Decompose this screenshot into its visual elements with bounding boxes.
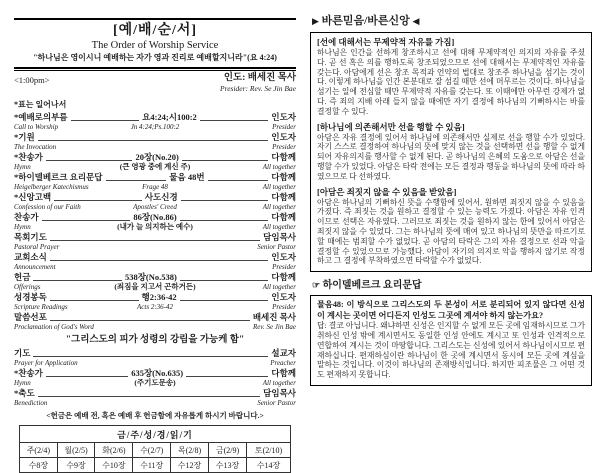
item-label-en: Announcement bbox=[14, 262, 56, 271]
item-center-kr: 요4:24;시100:2 bbox=[142, 112, 197, 122]
page-title-english: The Order of Worship Service bbox=[91, 40, 219, 51]
table-title: 금/주/성/경/읽/기 bbox=[20, 426, 291, 443]
item-role-en: Senior Pastor bbox=[257, 242, 296, 251]
order-item-hymn-86 bbox=[14, 212, 296, 231]
standing-note: *표는 일어나서 bbox=[14, 100, 67, 109]
chapter-cell: 수11장 bbox=[133, 458, 171, 473]
item-role-en: Preacher bbox=[270, 358, 296, 367]
service-time: <1:00pm> bbox=[14, 75, 50, 85]
leader-line bbox=[50, 240, 260, 241]
item-role-en: Presider bbox=[272, 262, 296, 271]
item-role-en: All together bbox=[262, 222, 296, 231]
leader-line bbox=[42, 220, 131, 221]
leader-line bbox=[38, 396, 260, 397]
leader-line bbox=[180, 220, 269, 221]
day-cell: 월(2/5) bbox=[57, 443, 95, 458]
chapter-cell: 수10장 bbox=[95, 458, 133, 473]
day-cell: 주(2/4) bbox=[20, 443, 58, 458]
leader-line bbox=[46, 160, 133, 161]
leader-line bbox=[33, 356, 268, 357]
presider-info bbox=[220, 73, 296, 93]
item-role-kr: 다함께 bbox=[271, 172, 296, 182]
item-center-kr: 635장(No.635) bbox=[131, 368, 184, 378]
item-label-en: Hymn bbox=[14, 162, 31, 171]
item-role-kr: 인도자 bbox=[271, 252, 296, 262]
item-role-en: All together bbox=[262, 182, 296, 191]
item-role-kr: 담임목사 bbox=[263, 388, 296, 398]
chapter-cell: 수9장 bbox=[57, 458, 95, 473]
item-label-kr: *찬송가 bbox=[14, 152, 43, 162]
chapter-cell: 수12장 bbox=[171, 458, 209, 473]
item-center-sub: Frage 48 bbox=[142, 182, 168, 191]
item-label-kr: *하이델베르크 요리문답 bbox=[14, 172, 103, 182]
left-triangle-icon: ◀ bbox=[412, 16, 420, 26]
section-title: [아담은 죄짓지 않을 수 있음을 받았음] bbox=[317, 186, 457, 197]
order-item-catechism bbox=[14, 172, 296, 191]
leader-line bbox=[180, 300, 269, 301]
order-item-announcement bbox=[14, 252, 296, 271]
table-days-row bbox=[20, 443, 291, 458]
order-of-worship-column bbox=[14, 8, 296, 473]
item-label-en: The Invocation bbox=[14, 142, 57, 151]
leader-line bbox=[38, 140, 269, 141]
item-center-sub: Jn 4:24;Ps.100:2 bbox=[130, 122, 180, 131]
item-role-en: Presider bbox=[272, 122, 296, 131]
leader-line bbox=[50, 300, 139, 301]
item-label-en: Hymn bbox=[14, 222, 31, 231]
item-label-en: Pastoral Prayer bbox=[14, 242, 60, 251]
item-role-en: All together bbox=[262, 282, 296, 291]
item-role-kr: 다함께 bbox=[271, 212, 297, 222]
item-role-kr: 다함께 bbox=[271, 368, 297, 378]
doctrine-section bbox=[317, 187, 585, 267]
order-item-hymn-635 bbox=[14, 368, 296, 387]
item-label-kr: 기도 bbox=[14, 348, 31, 358]
leader-line bbox=[208, 180, 269, 181]
leader-line bbox=[50, 320, 250, 321]
item-label-en: Proclamation of God's Word bbox=[14, 322, 94, 331]
item-label-en: Hymn bbox=[14, 378, 31, 387]
item-label-en: Heigelberger Katechismus bbox=[14, 182, 89, 191]
day-cell: 화(2/6) bbox=[95, 443, 133, 458]
leader-line bbox=[50, 260, 269, 261]
doctrine-section bbox=[317, 122, 585, 182]
item-label-en: Call to Worship bbox=[14, 122, 59, 131]
section-body: 하나님은 인간을 선하게 창조하시고 선에 대해 무제약적인 의지의 자유를 주셨다. 곧 선 혹은 의를 행하도록 창조되었으므로 선에 대해서는 무제약적인 자유를 갖는다. 아담에게 선은 창조 목적과 언약의 법대로 창조주 하나님을 섬기는 것이다. 이렇게 하나님을 인간 본분대로 잘 섬길 때만 선에 머무르는 것이다. 하나님을 섬기는 일에 전심할 때만 무제약적 자유를 갖는다. 또 이때에만 아무런 강제가 없다. 즉 죄의 지배 아래 들지 않을 때에만 자기 결정에 하나님의 기뻐하시는 바를 결정할 수 있다. bbox=[317, 48, 585, 116]
table-chapters-row bbox=[20, 458, 291, 473]
item-label-kr: 목회기도 bbox=[14, 232, 47, 242]
sermon-title: "그리스도의 피가 성령의 강림을 가능케 함" bbox=[65, 335, 245, 345]
item-role-kr: 다함께 bbox=[271, 192, 297, 202]
order-item-benediction bbox=[14, 388, 296, 407]
day-cell: 금(2/9) bbox=[209, 443, 247, 458]
leader-line bbox=[182, 160, 269, 161]
item-label-kr: 헌금 bbox=[14, 272, 31, 282]
item-role-kr: 다함께 bbox=[271, 152, 297, 162]
item-label-kr: *신앙고백 bbox=[14, 192, 52, 202]
item-label-kr: *축도 bbox=[14, 388, 35, 398]
doctrine-column bbox=[310, 8, 592, 473]
item-center-kr: 행2:36-42 bbox=[141, 292, 177, 302]
item-role-kr: 인도자 bbox=[271, 292, 296, 302]
catechism-box bbox=[310, 295, 592, 386]
item-role-en: All together bbox=[262, 202, 296, 211]
day-cell: 목(2/8) bbox=[171, 443, 209, 458]
section-body: 아담은 하나님의 기뻐하신 뜻을 수행함에 있어서, 원하면 죄짓지 않을 수 있음을 가졌다. 즉 죄짓는 것을 원하고 결정할 수 있는 능력도 가졌다. 아담은 자유 인격이므로 선택은 자유였다. 그러므로 죄짓는 것을 원하지 않는 한에 있어서 아담은 죄짓지 않을 수 있었다. 그는 하나님의 뜻에 매여 있고 하나님의 뜻만을 따르기로 할 때에는 범죄할 수가 없었다. 곧 아담의 타락은 그의 자유 결정으로 선과 악을 결정할 수 있었으므로 가능했다. 아담이 자기의 의지로 악을 행하지 않기로 작정하고 그 결정에 부착하였으면 타락할 수가 없었다. bbox=[317, 197, 585, 266]
item-label-kr: 찬송가 bbox=[14, 212, 39, 222]
item-label-en: Prayer for Application bbox=[14, 358, 78, 367]
item-center-kr: 20장(No.20) bbox=[135, 152, 179, 162]
item-center-sub: (죄짐을 지고서 곤하거든) bbox=[114, 281, 196, 291]
catechism-heading bbox=[312, 279, 592, 292]
leader-line bbox=[180, 280, 269, 281]
page-title: [예/배/순/서] bbox=[112, 23, 198, 38]
order-item-pastoral-prayer bbox=[14, 232, 296, 251]
order-item-offerings bbox=[14, 272, 296, 291]
item-role-en: Rev. Se Jin Bae bbox=[252, 322, 296, 331]
catechism-heading-text: 하이델베르크 요리문답 bbox=[320, 280, 422, 292]
leader-line bbox=[33, 280, 122, 281]
day-cell: 수(2/7) bbox=[133, 443, 171, 458]
order-item-scripture-reading bbox=[14, 292, 296, 311]
item-center-sub: (큰 영광 중에 계신 주) bbox=[119, 161, 191, 171]
right-faith-heading-text: 바른믿음/바른신앙 bbox=[318, 15, 413, 27]
catechism-answer: 답: 결코 아닙니다. 왜냐하면 신성은 인지할 수 없게 모든 곳에 임재하시므로 그가 취하신 인성 밖에 계시면서도 동일한 인성 안에도 계시고 또 인성과 인격적으로 연합하여 계시는 것이 마땅합니다. 그리스도는 신성에 있어서 하나님이시므로 편재하십니다. 편재하심이란 하나님이 한 곳에 계시면서 동시에 모든 곳에 계심을 말하는 것입니다. 이것이 하나님의 존재방식입니다. 하지만 피조물은 그 어떤 것도 편재하지 못합니다. bbox=[317, 321, 585, 380]
item-label-en: Confession of our Faith bbox=[14, 202, 81, 211]
item-center-kr: 86장(No.86) bbox=[133, 212, 177, 222]
leader-line bbox=[54, 200, 142, 201]
item-role-kr: 인도자 bbox=[271, 112, 296, 122]
item-label-kr: *찬송가 bbox=[14, 368, 43, 378]
right-triangle-icon: ▶ bbox=[312, 16, 319, 26]
leader-line bbox=[46, 376, 128, 377]
item-role-en: All together bbox=[262, 378, 296, 387]
item-label-kr: 교회소식 bbox=[14, 252, 47, 262]
item-center-kr: 538장(No.538) bbox=[124, 272, 177, 282]
order-item-application-prayer bbox=[14, 348, 296, 367]
order-item-confession bbox=[14, 192, 296, 211]
order-item-hymn-20 bbox=[14, 152, 296, 171]
item-center-kr: 사도신경 bbox=[144, 192, 178, 202]
item-center-kr: 물음 48번 bbox=[169, 172, 205, 182]
leader-line bbox=[181, 200, 269, 201]
catechism-question: 물음48: 이 방식으로 그리스도의 두 본성이 서로 분리되어 있지 않다면 신성이 계시는 곳이면 어디든지 인성도 그곳에 계셔야 하지 않는가요? bbox=[317, 300, 585, 320]
chapter-cell: 수8장 bbox=[20, 458, 58, 473]
item-role-en: Presider bbox=[272, 302, 296, 311]
item-label-en: Offerings bbox=[14, 282, 41, 291]
item-label-en: Scripture Readings bbox=[14, 302, 68, 311]
chapter-cell: 수14장 bbox=[247, 458, 291, 473]
item-label-kr: 말씀선포 bbox=[14, 312, 47, 322]
order-item-call-to-worship bbox=[14, 112, 296, 131]
weekly-scripture-reading-table bbox=[19, 425, 291, 473]
item-role-en: All together bbox=[262, 162, 296, 171]
leader-line bbox=[186, 376, 268, 377]
table-title-row bbox=[20, 426, 291, 443]
theme-verse: "하나님은 영이시니 예배하는 자가 영과 진리로 예배할지니라"(요 4:24) bbox=[33, 53, 277, 62]
leader-line bbox=[71, 120, 140, 121]
doctrine-section bbox=[317, 37, 585, 117]
item-center-sub: Apostles' Creed bbox=[133, 202, 177, 211]
day-cell: 토(2/10) bbox=[247, 443, 291, 458]
service-info-row bbox=[14, 73, 296, 93]
presider-name-kr: 인도: 배세진 목사 bbox=[223, 73, 296, 83]
chapter-cell: 수13장 bbox=[209, 458, 247, 473]
doctrine-box bbox=[310, 32, 592, 272]
item-role-en: Presider bbox=[272, 142, 296, 151]
item-label-kr: *예배로의부름 bbox=[14, 112, 68, 122]
section-title: [하나님에 의존해서만 선을 행할 수 있음] bbox=[317, 121, 465, 132]
item-role-kr: 인도자 bbox=[271, 132, 296, 142]
item-center-sub: (주기도문송) bbox=[134, 377, 176, 387]
item-label-kr: 성경봉독 bbox=[14, 292, 47, 302]
presider-name-en: Presider: Rev. Se Jin Bae bbox=[219, 84, 296, 93]
leader-line bbox=[200, 120, 269, 121]
right-faith-heading bbox=[312, 14, 592, 28]
item-role-en: Senior Pastor bbox=[257, 398, 296, 407]
offering-instruction-note: <헌금은 예배 전, 혹은 예배 후 헌금함에 자유롭게 하시기 바랍니다.> bbox=[46, 411, 264, 420]
top-rule bbox=[14, 18, 296, 20]
item-role-kr: 배세진 목사 bbox=[252, 312, 296, 322]
order-item-invocation bbox=[14, 132, 296, 151]
item-role-kr: 담임목사 bbox=[263, 232, 296, 242]
pointing-hand-icon: ☞ bbox=[312, 280, 321, 291]
section-title: [선에 대해서는 무제약적 자유를 가짐] bbox=[317, 37, 455, 47]
item-role-kr: 다함께 bbox=[271, 272, 296, 282]
section-body: 아담은 자유 결정에 있어서 하나님에 의존해서만 실제로 선을 행할 수가 있었다. 자기 스스로 결정하여 하나님의 뜻에 맞지 않는 것을 선택하면 선을 행할 수 없게 되어 자유의지를 행사할 수 없게 된다. 곧 하나님의 은혜의 도움으로 아담은 선을 행할 수가 있었다. 아담은 타락 전에는 모든 결정과 행동을 하나님의 뜻에 따라 하였으므로 다 선하였다. bbox=[317, 132, 585, 181]
header-divider-rule bbox=[14, 67, 296, 71]
leader-line bbox=[106, 180, 167, 181]
item-label-en: Benediction bbox=[14, 398, 48, 407]
order-item-sermon bbox=[14, 312, 296, 331]
item-center-sub: Acts 2:36-42 bbox=[137, 302, 173, 311]
item-role-kr: 설교자 bbox=[271, 348, 296, 358]
item-center-sub: (내가 늘 의지하는 예수) bbox=[117, 221, 193, 231]
item-label-kr: *기원 bbox=[14, 132, 35, 142]
